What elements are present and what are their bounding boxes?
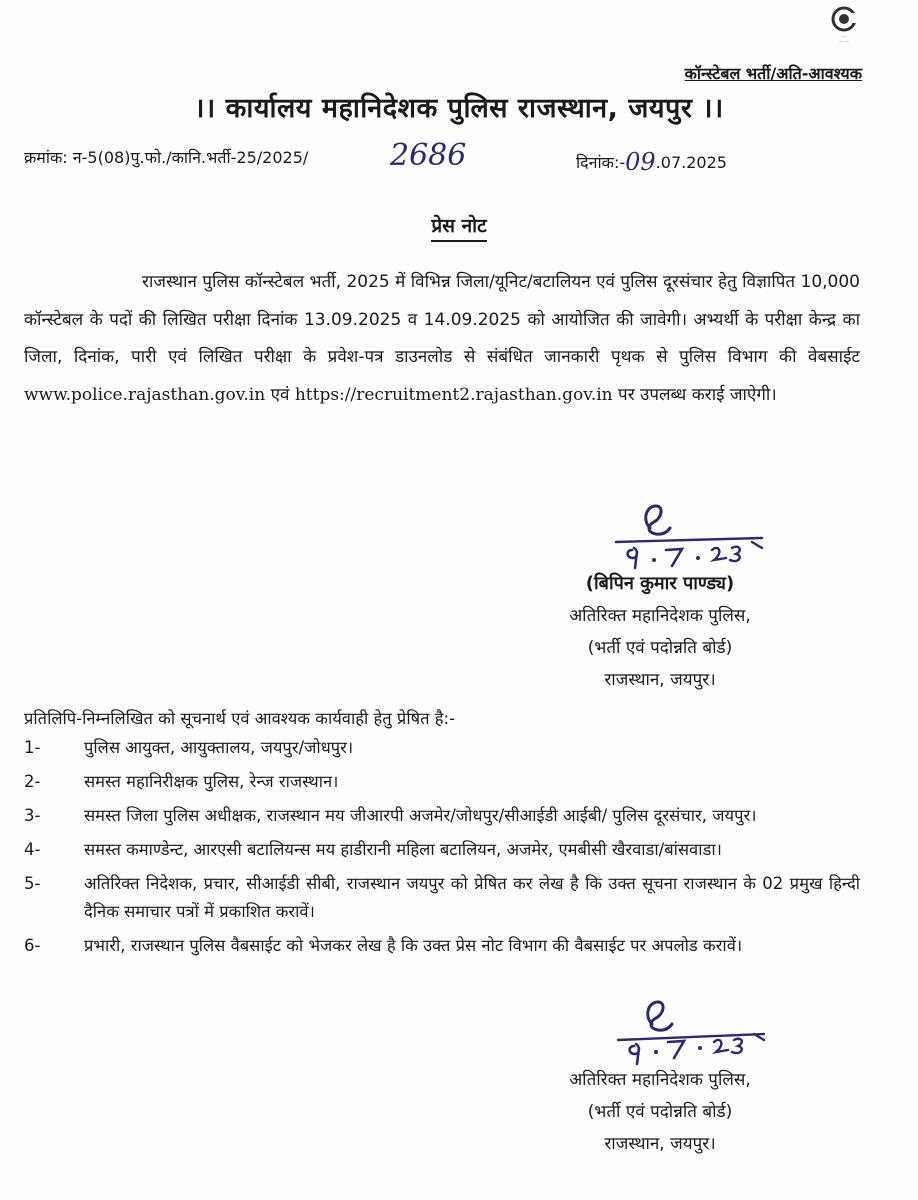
officer-place: राजस्थान, जयपुर। (604, 670, 716, 690)
list-item-number: 2- (24, 772, 41, 791)
list-item-text: पुलिस आयुक्त, आयुक्तालय, जयपुर/जोधपुर। (84, 738, 354, 757)
list-item (24, 870, 860, 926)
list-item-number: 5- (24, 874, 41, 893)
list-item (24, 802, 860, 830)
officer-place: राजस्थान, जयपुर। (604, 1134, 716, 1154)
signature-block-primary (500, 568, 820, 696)
copy-to-list (24, 734, 860, 966)
emblem-caption-line: — — (839, 39, 849, 44)
press-note-body (24, 264, 860, 414)
copy-to-intro: प्रतिलिपि-निम्नलिखित को सूचनार्थ एवं आवश्यक कार्यवाही हेतु प्रेषित है:- (24, 709, 456, 728)
officer-designation: अतिरिक्त महानिदेशक पुलिस, (569, 1070, 751, 1090)
date-day-handwritten: 09 (625, 148, 656, 176)
police-website-link[interactable]: www.police.rajasthan.gov.in (24, 384, 266, 405)
emblem-icon (827, 4, 861, 34)
emblem-caption-line: — (842, 34, 846, 39)
list-item-text: समस्त महानिरीक्षक पुलिस, रेन्ज राजस्थान। (84, 772, 339, 791)
list-item-text: अतिरिक्त निदेशक, प्रचार, सीआईडी सीबी, राजस्थान जयपुर को प्रेषित कर लेख है कि उक्त सूचना राजस्थान के 02 प्रमुख हिन्दी दैनिक समाचार पत्रों में प्रकाशित करावें। (84, 874, 860, 921)
officer-board: (भर्ती एवं पदोन्नति बोर्ड) (587, 638, 733, 658)
reference-number-handwritten: 2686 (390, 138, 467, 173)
emblem-logo (808, 4, 880, 50)
body-text-part1: राजस्थान पुलिस कॉन्स्टेबल भर्ती, 2025 में विभिन्न जिला/यूनिट/बटालियन एवं पुलिस दूरसंचार हेतु विज्ञापित 10,000 कॉन्स्टेबल के पदों की लिखित परीक्षा दिनांक 13.09.2025 व 14.09.2025 को आयोजित की जावेगी। अभ्यर्थी के परीक्षा केन्द्र का जिला, दिनांक, पारी एवं लिखित परीक्षा के प्रवेश-पत्र डाउनलोड से संबंधित जानकारी पृथक से पुलिस विभाग की वेबसाईट (24, 272, 860, 367)
list-item (24, 734, 860, 762)
press-note-heading: प्रेस नोट (0, 212, 918, 238)
list-item (24, 836, 860, 864)
body-conjunction: एवं (270, 384, 290, 405)
officer-designation: अतिरिक्त महानिदेशक पुलिस, (569, 606, 751, 626)
list-item-text: प्रभारी, राजस्थान पुलिस वैबसाईट को भेजकर लेख है कि उक्त प्रेस नोट विभाग की वैबसाईट पर अपलोड करावें। (84, 936, 743, 955)
date-rest: .07.2025 (655, 153, 727, 172)
reference-prefix: क्रमांक: न-5(08)पु.फो./कानि.भर्ती-25/2025/ (24, 148, 309, 167)
category-label: कॉन्स्टेबल भर्ती/अति-आवश्यक (684, 64, 862, 83)
date-label: दिनांक:- (576, 153, 626, 172)
list-item-number: 4- (24, 840, 41, 859)
handwritten-signature (612, 498, 782, 570)
officer-board: (भर्ती एवं पदोन्नति बोर्ड) (587, 1102, 733, 1122)
office-title: ।। कार्यालय महानिदेशक पुलिस राजस्थान, जयपुर ।। (194, 93, 724, 124)
list-item-number: 1- (24, 738, 41, 757)
list-item-text: समस्त जिला पुलिस अधीक्षक, राजस्थान मय जीआरपी अजमेर/जोधपुर/सीआईडी आईबी/ पुलिस दूरसंचार, जयपुर। (84, 806, 757, 825)
reference-row (24, 138, 878, 178)
list-item-number: 6- (24, 936, 41, 955)
list-item (24, 932, 860, 960)
list-item-number: 3- (24, 806, 41, 825)
list-item-text: समस्त कमाण्डेन्ट, आरएसी बटालियन्स मय हाडीरानी महिला बटालियन, अजमेर, एमबीसी खैरवाडा/बांसवाडा। (84, 840, 722, 859)
recruitment-website-link[interactable]: https://recruitment2.rajasthan.gov.in (294, 384, 613, 405)
body-text-part2: पर उपलब्ध कराई जाऐगी। (618, 384, 777, 405)
handwritten-signature (614, 994, 784, 1066)
list-item (24, 768, 860, 796)
officer-name: (बिपिन कुमार पाण्ड्य) (585, 573, 735, 594)
date-block (576, 146, 727, 174)
signature-block-secondary (500, 1064, 820, 1160)
